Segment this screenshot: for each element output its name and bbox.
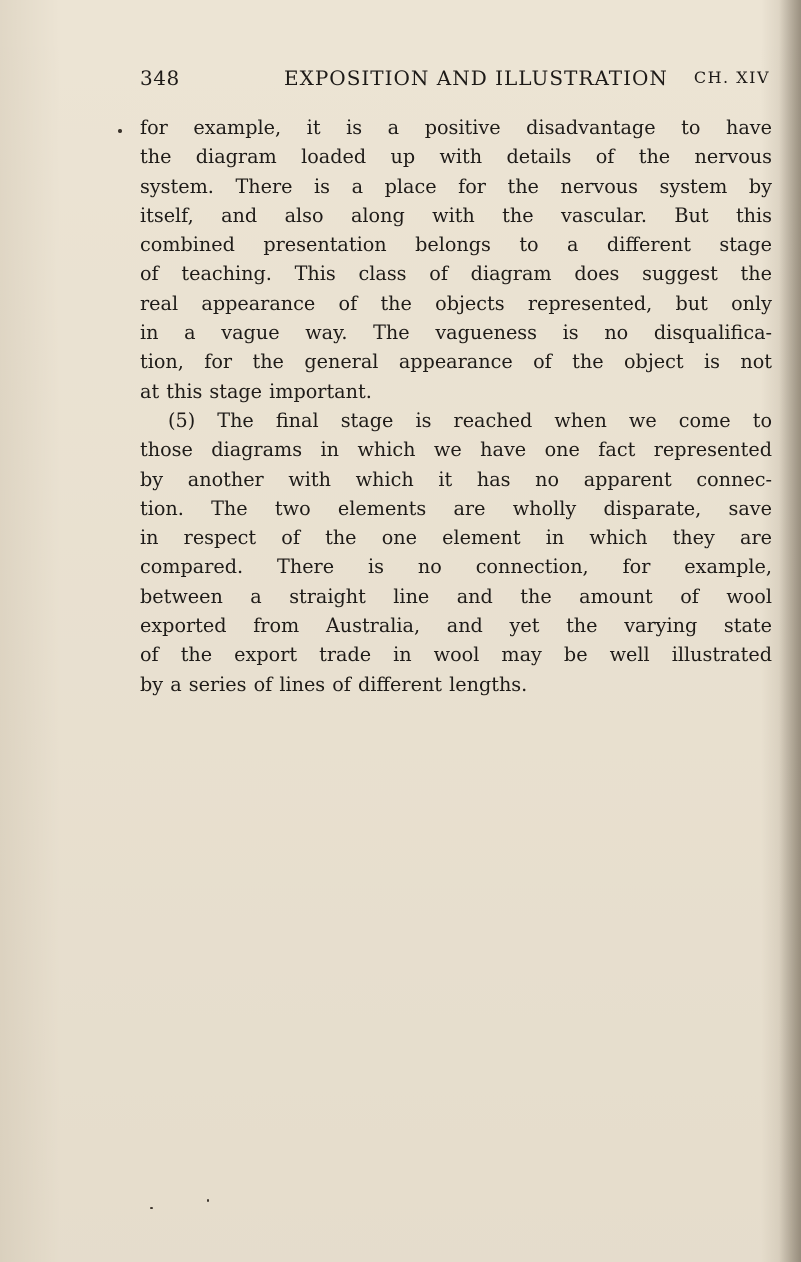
ink-speck — [118, 129, 122, 133]
text-line: of teaching. This class of diagram does suggest the — [140, 262, 772, 286]
ink-speck — [207, 1199, 209, 1202]
text-line: between a straight line and the amount of wool — [140, 584, 772, 608]
chapter-label: CH. XIV — [693, 68, 770, 87]
text-line: real appearance of the objects represented, but only — [140, 291, 772, 315]
text-line: in a vague way. The vagueness is no disqualifica- — [140, 321, 772, 345]
text-line: for example, it is a positive disadvantage to have — [140, 116, 772, 139]
text-line: in respect of the one element in which they are — [140, 526, 772, 550]
text-line: at this stage important. — [140, 379, 372, 403]
running-header — [140, 66, 770, 100]
text-line: tion, for the general appearance of the object is not — [140, 350, 772, 374]
page-edge-shadow — [779, 0, 801, 1262]
running-title: EXPOSITION AND ILLUSTRATION — [284, 66, 668, 90]
body-text — [140, 113, 772, 699]
text-line: system. There is a place for the nervous system by — [140, 174, 772, 198]
text-line: itself, and also along with the vascular. But this — [140, 203, 772, 227]
text-line: (5) The final stage is reached when we come to — [168, 408, 772, 432]
text-line: of the export trade in wool may be well illustrated — [140, 643, 772, 667]
text-line: by another with which it has no apparent connec- — [140, 467, 772, 491]
ink-speck — [150, 1207, 153, 1209]
text-line: combined presentation belongs to a different stage — [140, 233, 772, 257]
text-line: the diagram loaded up with details of the nervous — [140, 145, 772, 169]
text-line: by a series of lines of different lengths. — [140, 672, 528, 696]
text-line: those diagrams in which we have one fact represented — [140, 438, 772, 462]
text-line: compared. There is no connection, for example, — [140, 555, 772, 579]
text-line: exported from Australia, and yet the varying state — [140, 614, 772, 638]
text-line: tion. The two elements are wholly disparate, save — [140, 496, 772, 520]
page-number: 348 — [140, 66, 180, 90]
